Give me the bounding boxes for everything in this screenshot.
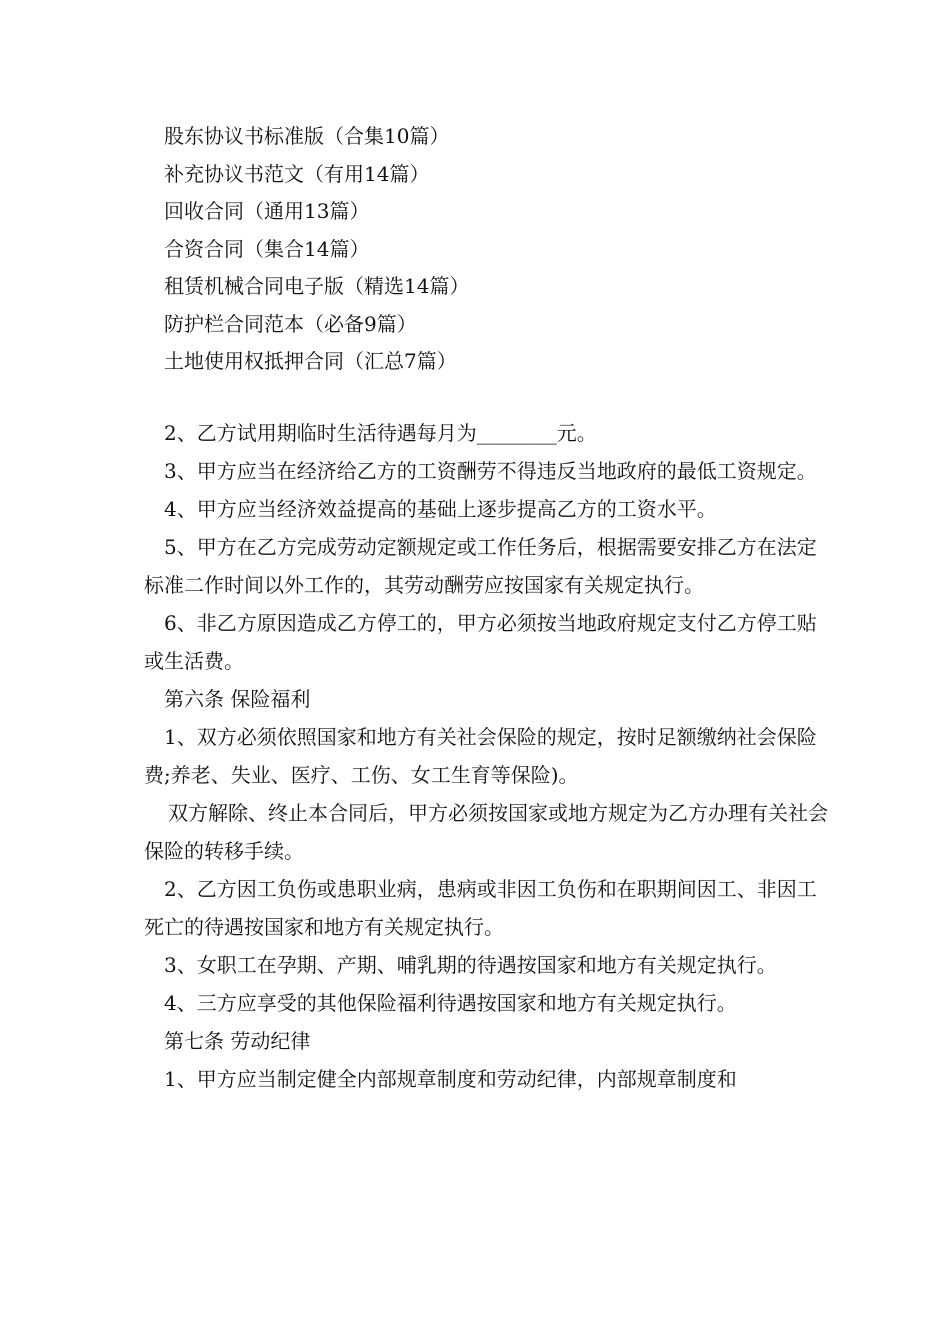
paragraph: 2、乙方试用期临时生活待遇每月为________元。	[164, 421, 597, 445]
related-link[interactable]: 回收合同（通用13篇）	[164, 199, 370, 223]
related-link[interactable]: 土地使用权抵押合同（汇总7篇）	[164, 349, 457, 373]
related-links-list	[164, 118, 864, 381]
paragraph: 1、双方必须依照国家和地方有关社会保险的规定，按时足额缴纳社会保险费;养老、失业、医疗、工伤、女工生育等保险)。	[144, 725, 817, 787]
paragraph: 6、非乙方原因造成乙方停工的，甲方必须按当地政府规定支付乙方停工贴或生活费。	[144, 611, 817, 673]
related-link[interactable]: 补充协议书范文（有用14篇）	[164, 161, 430, 186]
paragraph: 1、甲方应当制定健全内部规章制度和劳动纪律，内部规章制度和	[164, 1067, 737, 1091]
paragraph: 3、女职工在孕期、产期、哺乳期的待遇按国家和地方有关规定执行。	[164, 953, 777, 977]
related-link[interactable]: 租赁机械合同电子版（精选14篇）	[164, 274, 470, 298]
paragraph: 3、甲方应当在经济给乙方的工资酬劳不得违反当地政府的最低工资规定。	[164, 459, 817, 483]
related-link[interactable]: 合资合同（集合14篇）	[164, 236, 370, 261]
paragraph: 4、甲方应当经济效益提高的基础上逐步提高乙方的工资水平。	[164, 497, 717, 521]
related-link[interactable]: 防护栏合同范本（必备9篇）	[164, 311, 417, 336]
related-link[interactable]: 股东协议书标准版（合集10篇）	[164, 124, 450, 148]
paragraph: 5、甲方在乙方完成劳动定额规定或工作任务后，根据需要安排乙方在法定标准二作时间以外工作的，其劳动酬劳应按国家有关规定执行。	[144, 535, 817, 597]
section-heading: 第七条 劳动纪律	[164, 1029, 311, 1053]
paragraph: 4、三方应享受的其他保险福利待遇按国家和地方有关规定执行。	[164, 991, 737, 1015]
section-heading: 第六条 保险福利	[164, 687, 311, 711]
paragraph: 双方解除、终止本合同后，甲方必须按国家或地方规定为乙方办理有关社会保险的转移手续。	[144, 801, 828, 863]
document-body	[144, 414, 829, 1098]
paragraph: 2、乙方因工负伤或患职业病，患病或非因工负伤和在职期间因工、非因工死亡的待遇按国家和地方有关规定执行。	[144, 877, 817, 939]
